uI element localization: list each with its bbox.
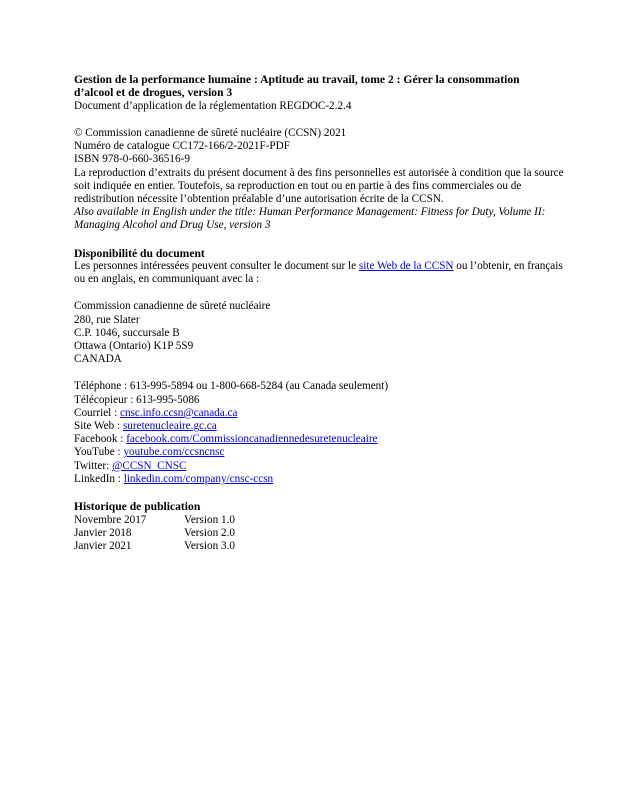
address-block [74,300,564,366]
history-date: Janvier 2018 [74,526,132,539]
facebook-label: Facebook : [74,433,127,446]
linkedin-label: LinkedIn : [74,472,124,485]
ccsn-website-link[interactable]: site Web de la CCSN [358,260,454,273]
reproduction-notice: La reproduction d’extraits du présent document à des fins personnelles est autorisée à condition que la source soit indiquée en entier. Toutefois, sa reproduction en tout ou en partie à des fins commerciales ou de redistribution nécessite l’obtention préalable d’une autorisation écrite de la CCSN. [74,166,564,206]
address-line-4: Ottawa (Ontario) K1P 5S9 [74,340,194,353]
publication-history-heading: Historique de publication [74,500,201,514]
title-line-2: d’alcool et de drogues, version 3 [74,86,233,100]
email-link[interactable]: cnsc.info.ccsn@canada.ca [120,406,238,419]
address-line-1: Commission canadienne de sûreté nucléaire [74,300,271,313]
title-line-1: Gestion de la performance humaine : Aptitude au travail, tome 2 : Gérer la consommation [74,73,520,86]
history-date: Novembre 2017 [74,513,147,526]
availability-text-before: Les personnes intéressées peuvent consulter le document sur le [74,260,359,273]
email-label: Courriel : [74,406,120,419]
history-version: Version 1.0 [184,513,235,526]
copyright-line: © Commission canadienne de sûreté nucléaire (CCSN) 2021 [74,127,347,140]
document-subtitle: Document d’application de la réglementation REGDOC-2.2.4 [74,99,352,112]
history-version: Version 3.0 [184,539,235,552]
document-page [74,73,564,553]
copyright-block [74,127,564,167]
email-line [74,407,564,420]
history-date: Janvier 2021 [74,539,132,552]
twitter-line [74,460,564,473]
catalogue-number: Numéro de catalogue CC172-166/2-2021F-PDF [74,140,290,153]
availability-text-after: ou l’obtenir, en français ou en anglais, en communiquant avec la : [74,260,563,286]
facebook-line [74,433,564,446]
youtube-line [74,446,564,459]
document-title [74,73,564,100]
fax-line: Télécopieur : 613-995-5086 [74,393,200,406]
website-link[interactable]: suretenucleaire.gc.ca [122,420,217,433]
history-row [74,527,564,540]
linkedin-line [74,473,564,486]
history-row [74,514,564,527]
facebook-link[interactable]: facebook.com/Commissioncanadiennedesuretenucleaire [126,433,378,446]
address-line-3: C.P. 1046, succursale B [74,326,180,339]
website-label: Site Web : [74,420,123,433]
title-block [74,73,564,113]
phone-line: Téléphone : 613-995-5894 ou 1-800-668-5284 (au Canada seulement) [74,380,389,393]
youtube-link[interactable]: youtube.com/ccsncnsc [123,446,225,459]
isbn: ISBN 978-0-660-36516-9 [74,153,190,166]
availability-text [74,260,564,286]
history-row [74,540,564,553]
contact-block [74,380,564,486]
twitter-link[interactable]: @CCSN_CNSC [112,459,187,472]
website-line [74,420,564,433]
youtube-label: YouTube : [74,446,124,459]
history-version: Version 2.0 [184,526,235,539]
publication-history-section [74,500,564,553]
english-availability-note: Also available in English under the title: Human Performance Management: Fitness for Duty, Volume II: Managing Alcohol and Drug Use, version 3 [74,206,546,232]
availability-heading: Disponibilité du document [74,246,205,260]
availability-section [74,247,564,287]
address-line-2: 280, rue Slater [74,313,140,326]
address-line-5: CANADA [74,353,122,366]
twitter-label: Twitter: [74,459,113,472]
linkedin-link[interactable]: linkedin.com/company/cnsc-ccsn [123,472,274,485]
